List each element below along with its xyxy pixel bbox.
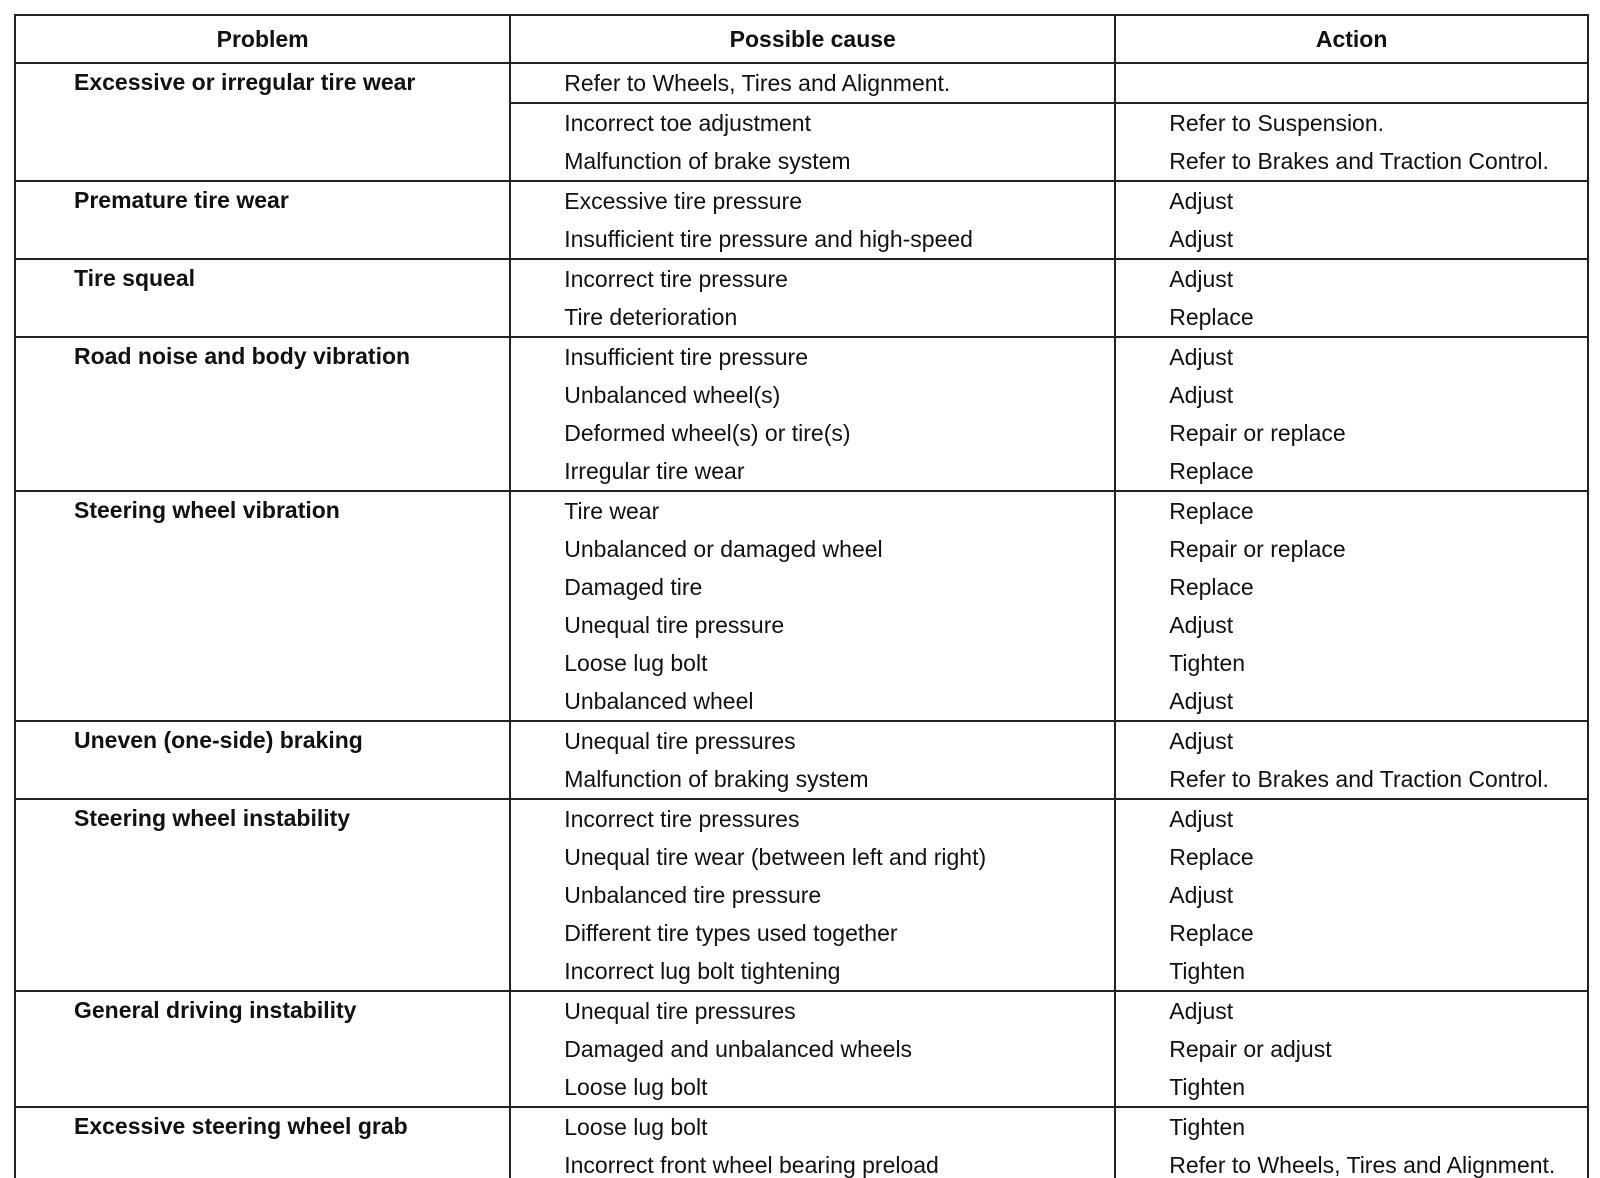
action-cell: Adjust [1115,606,1588,644]
table-row [15,337,1588,376]
action-cell: Tighten [1115,1107,1588,1146]
action-cell: Adjust [1115,682,1588,721]
header-possible-cause: Possible cause [510,15,1115,63]
table-row [15,1107,1588,1146]
action-cell: Replace [1115,491,1588,530]
table-row [15,181,1588,220]
cause-cell: Tire wear [510,491,1115,530]
cause-cell: Incorrect tire pressure [510,259,1115,298]
cause-cell: Loose lug bolt [510,644,1115,682]
problem-cell: Tire squeal [15,259,510,337]
cause-cell: Incorrect tire pressures [510,799,1115,838]
cause-cell: Tire deterioration [510,298,1115,337]
header-problem: Problem [15,15,510,63]
cause-cell: Incorrect lug bolt tightening [510,952,1115,991]
action-cell: Adjust [1115,376,1588,414]
table-row [15,491,1588,530]
cause-cell: Malfunction of braking system [510,760,1115,799]
cause-cell: Unbalanced tire pressure [510,876,1115,914]
cause-cell: Unbalanced or damaged wheel [510,530,1115,568]
table-row [15,799,1588,838]
action-cell: Adjust [1115,220,1588,259]
cause-cell: Unbalanced wheel(s) [510,376,1115,414]
problem-cell: Excessive steering wheel grab [15,1107,510,1178]
problem-cell: Steering wheel vibration [15,491,510,721]
cause-cell: Insufficient tire pressure [510,337,1115,376]
cause-cell: Damaged tire [510,568,1115,606]
cause-cell: Unbalanced wheel [510,682,1115,721]
action-cell: Repair or adjust [1115,1030,1588,1068]
action-cell: Adjust [1115,799,1588,838]
cause-cell: Loose lug bolt [510,1107,1115,1146]
problem-cell: Road noise and body vibration [15,337,510,491]
action-cell: Adjust [1115,259,1588,298]
cause-cell: Unequal tire pressures [510,721,1115,760]
header-row [15,15,1588,63]
table-row [15,721,1588,760]
cause-cell: Unequal tire wear (between left and right) [510,838,1115,876]
troubleshooting-table [14,14,1589,1178]
table-row [15,991,1588,1030]
action-cell: Replace [1115,298,1588,337]
cause-cell: Damaged and unbalanced wheels [510,1030,1115,1068]
action-cell: Repair or replace [1115,530,1588,568]
cause-cell: Loose lug bolt [510,1068,1115,1107]
action-cell: Tighten [1115,1068,1588,1107]
action-cell: Tighten [1115,644,1588,682]
action-cell: Replace [1115,568,1588,606]
action-cell: Tighten [1115,952,1588,991]
header-action: Action [1115,15,1588,63]
action-cell: Replace [1115,914,1588,952]
action-cell: Repair or replace [1115,414,1588,452]
cause-cell: Unequal tire pressure [510,606,1115,644]
action-cell: Adjust [1115,721,1588,760]
action-cell: Replace [1115,452,1588,491]
problem-cell: Premature tire wear [15,181,510,259]
action-cell: Adjust [1115,876,1588,914]
action-cell: Refer to Wheels, Tires and Alignment. [1115,1146,1588,1178]
action-cell: Refer to Brakes and Traction Control. [1115,760,1588,799]
problem-cell: Excessive or irregular tire wear [15,63,510,181]
problem-cell: General driving instability [15,991,510,1107]
table-row [15,259,1588,298]
cause-cell: Malfunction of brake system [510,142,1115,181]
action-cell: Refer to Brakes and Traction Control. [1115,142,1588,181]
action-cell: Replace [1115,838,1588,876]
action-cell: Adjust [1115,991,1588,1030]
cause-cell: Different tire types used together [510,914,1115,952]
table-body [15,63,1588,1178]
problem-cell: Steering wheel instability [15,799,510,991]
cause-cell: Irregular tire wear [510,452,1115,491]
table-row [15,63,1588,103]
cause-cell: Refer to Wheels, Tires and Alignment. [510,63,1115,103]
cause-cell: Insufficient tire pressure and high-speed [510,220,1115,259]
cause-cell: Incorrect toe adjustment [510,103,1115,142]
cause-cell: Incorrect front wheel bearing preload [510,1146,1115,1178]
action-cell: Refer to Suspension. [1115,103,1588,142]
action-cell: Adjust [1115,337,1588,376]
cause-cell: Deformed wheel(s) or tire(s) [510,414,1115,452]
action-cell: Adjust [1115,181,1588,220]
action-cell [1115,63,1588,103]
cause-cell: Excessive tire pressure [510,181,1115,220]
cause-cell: Unequal tire pressures [510,991,1115,1030]
problem-cell: Uneven (one-side) braking [15,721,510,799]
